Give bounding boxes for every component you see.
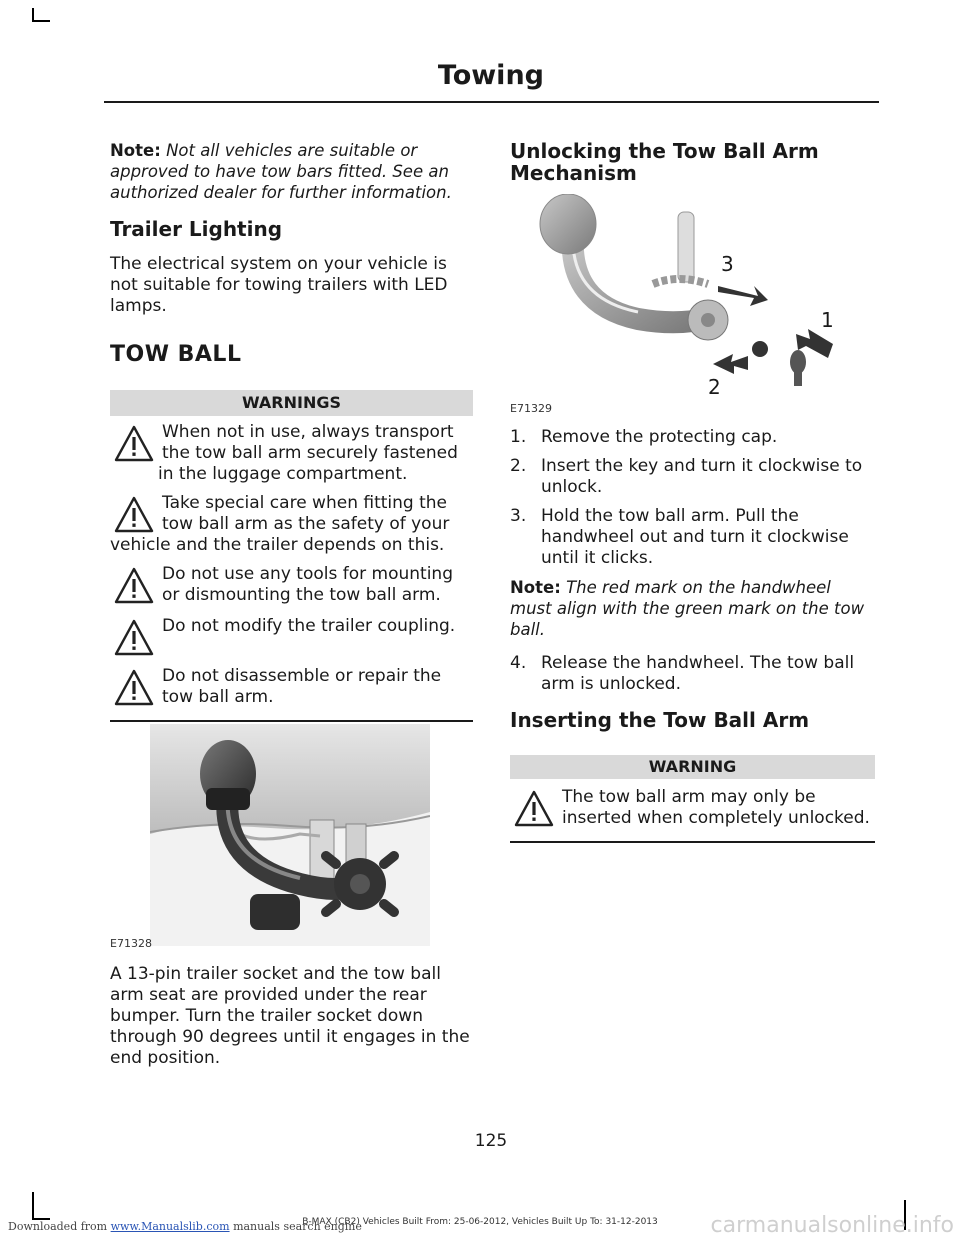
warning-triangle-icon: [114, 566, 154, 606]
step-text: Remove the protecting cap.: [541, 427, 778, 447]
warning-item: [110, 422, 473, 485]
model-line: B-MAX (CB2) Vehicles Built From: 25-06-2012, Vehicles Built Up To: 31-12-2013: [302, 1217, 658, 1227]
warning-heading: WARNING: [510, 755, 875, 779]
step-item: [510, 427, 875, 448]
crop-mark: [32, 1192, 34, 1220]
warning-text: Do not disassemble or repair the tow ball arm.: [162, 666, 442, 707]
step-number: 4.: [510, 653, 527, 673]
warning-text: Do not modify the trailer coupling.: [162, 616, 456, 636]
note: [110, 140, 473, 203]
download-suffix: manuals search engine: [233, 1220, 362, 1233]
watermark: carmanualsonline.info: [710, 1213, 954, 1238]
step-item: [510, 506, 875, 569]
warning-item: [110, 493, 473, 556]
step-text: Insert the key and turn it clockwise to unlock.: [541, 456, 863, 497]
left-column: [110, 140, 473, 722]
warning-triangle-icon: [114, 618, 154, 658]
right-column: [510, 140, 875, 184]
unlock-steps-continued: [510, 653, 875, 695]
trailer-lighting-text: The electrical system on your vehicle is not suitable for towing trailers with LED lamps.: [110, 254, 448, 316]
page-title: Towing: [437, 60, 544, 91]
warnings-heading: WARNINGS: [110, 390, 473, 416]
note-label: Note:: [110, 141, 161, 160]
socket-text: A 13-pin trailer socket and the tow ball arm seat are provided under the rear bumper. Turn the trailer socket down through 90 degrees until it engages in the end position.: [110, 964, 470, 1068]
callout-3: 3: [721, 252, 734, 276]
insert-heading: Inserting the Tow Ball Arm: [510, 708, 810, 732]
tow-ball-figure: [150, 724, 430, 946]
note: [510, 577, 875, 640]
warnings-box: [110, 390, 473, 722]
warning-box: [510, 755, 875, 843]
unlock-figure: [528, 194, 848, 400]
step-number: 3.: [510, 506, 527, 526]
note-label: Note:: [510, 578, 561, 597]
callout-2: 2: [708, 375, 721, 399]
warning-item: [510, 787, 875, 829]
header-rule: [104, 101, 879, 103]
warning-text: The tow ball arm may only be inserted when completely unlocked.: [562, 787, 870, 828]
note-text: Not all vehicles are suitable or approved to have tow bars fitted. See an authorized dealer for further information.: [110, 141, 452, 202]
warning-text: Do not use any tools for mounting or dismounting the tow ball arm.: [162, 564, 453, 605]
step-item: [510, 456, 875, 498]
step-number: 2.: [510, 456, 527, 476]
tow-ball-heading: TOW BALL: [110, 342, 242, 367]
crop-mark: [32, 20, 50, 22]
warning-item: [110, 564, 473, 606]
trailer-lighting-heading: Trailer Lighting: [110, 217, 283, 241]
warning-triangle-icon: [114, 424, 154, 464]
warning-rule: [510, 841, 875, 843]
warning-triangle-icon: [114, 668, 154, 708]
right-steps: [510, 427, 875, 843]
socket-paragraph: [110, 964, 475, 1069]
warning-triangle-icon: [514, 789, 554, 829]
manualslib-link[interactable]: www.Manualslib.com: [110, 1220, 230, 1233]
warning-triangle-icon: [114, 495, 154, 535]
step-text: Hold the tow ball arm. Pull the handwheel out and turn it clockwise until it clicks.: [541, 506, 849, 568]
callout-1: 1: [821, 308, 834, 332]
download-prefix: Downloaded from: [8, 1220, 108, 1233]
page-number: 125: [474, 1131, 508, 1151]
warning-item: [110, 666, 473, 708]
download-note: [8, 1220, 362, 1233]
note-text: The red mark on the handwheel must align with the green mark on the tow ball.: [510, 578, 865, 639]
warning-text: When not in use, always transport the tow ball arm securely fastened in the luggage compartment.: [158, 422, 458, 484]
warnings-rule: [110, 720, 473, 722]
unlock-steps: [510, 427, 875, 569]
step-number: 1.: [510, 427, 527, 447]
step-item: [510, 653, 875, 695]
warning-text: Take special care when fitting the tow ball arm as the safety of your vehicle and the trailer depends on this.: [110, 493, 450, 555]
step-text: Release the handwheel. The tow ball arm is unlocked.: [541, 653, 855, 694]
unlock-heading: Unlocking the Tow Ball Arm Mechanism: [510, 139, 819, 185]
figure-code: E71329: [510, 402, 552, 415]
warning-item: [110, 616, 473, 656]
figure-code: E71328: [110, 937, 152, 950]
